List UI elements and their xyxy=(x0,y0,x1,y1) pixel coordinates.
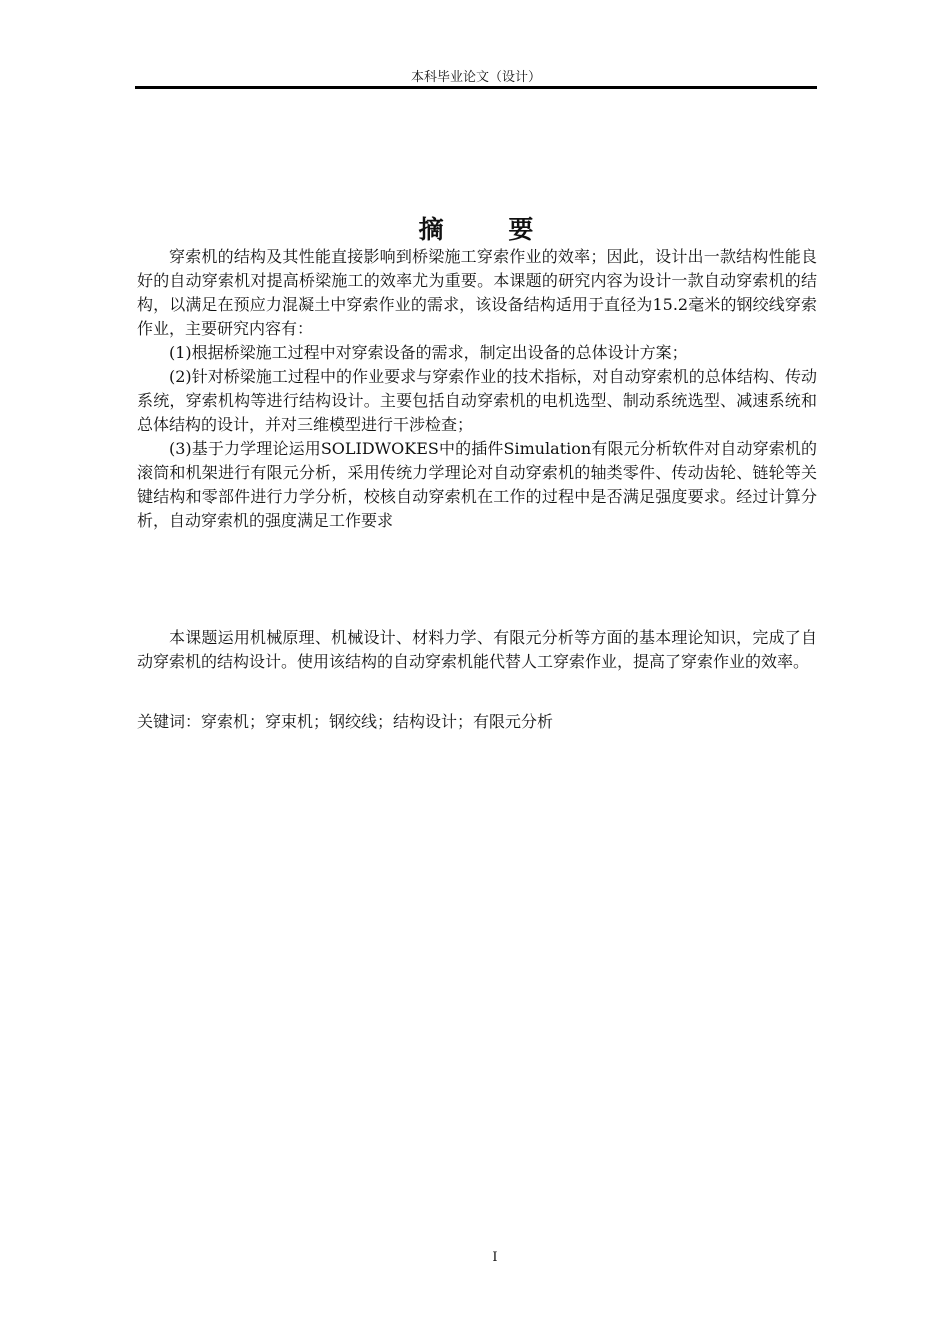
conclusion-paragraph: 本课题运用机械原理、机械设计、材料力学、有限元分析等方面的基本理论知识，完成了自动穿索机的结构设计。使用该结构的自动穿索机能代替人工穿索作业，提高了穿索作业的效率。 xyxy=(137,628,817,671)
page-number: I xyxy=(492,1250,498,1265)
header-rule xyxy=(135,86,817,89)
abstract-title: 摘 要 xyxy=(418,215,562,244)
abstract-paragraph: (3)基于力学理论运用SOLIDWOKES中的插件Simulation有限元分析软件对自动穿索机的滚筒和机架进行有限元分析，采用传统力学理论对自动穿索机的轴类零件、传动齿轮、链轮等关键结构和零部件进行力学分析，校核自动穿索机在工作的过程中是否满足强度要求。经过计算分析，自动穿索机的强度满足工作要求 xyxy=(137,439,817,530)
abstract-conclusion xyxy=(137,626,817,674)
abstract-paragraph: (1)根据桥梁施工过程中对穿索设备的需求，制定出设备的总体设计方案； xyxy=(169,343,688,362)
keywords-line xyxy=(137,710,817,734)
abstract-paragraph: (2)针对桥梁施工过程中的作业要求与穿索作业的技术指标，对自动穿索机的总体结构、传动系统，穿索机构等进行结构设计。主要包括自动穿索机的电机选型、制动系统选型、减速系统和总体结构的设计，并对三维模型进行干涉检查； xyxy=(137,367,817,434)
page-header: 本科毕业论文（设计） xyxy=(410,70,541,85)
abstract-paragraph: 穿索机的结构及其性能直接影响到桥梁施工穿索作业的效率；因此，设计出一款结构性能良好的自动穿索机对提高桥梁施工的效率尤为重要。本课题的研究内容为设计一款自动穿索机的结构，以满足在预应力混凝土中穿索作业的需求，该设备结构适用于直径为15.2毫米的钢绞线穿索作业，主要研究内容有： xyxy=(137,247,817,338)
abstract-body xyxy=(137,245,817,533)
keywords-value: 穿索机；穿束机；钢绞线；结构设计；有限元分析 xyxy=(201,712,554,731)
keywords-label: 关键词： xyxy=(137,712,202,731)
